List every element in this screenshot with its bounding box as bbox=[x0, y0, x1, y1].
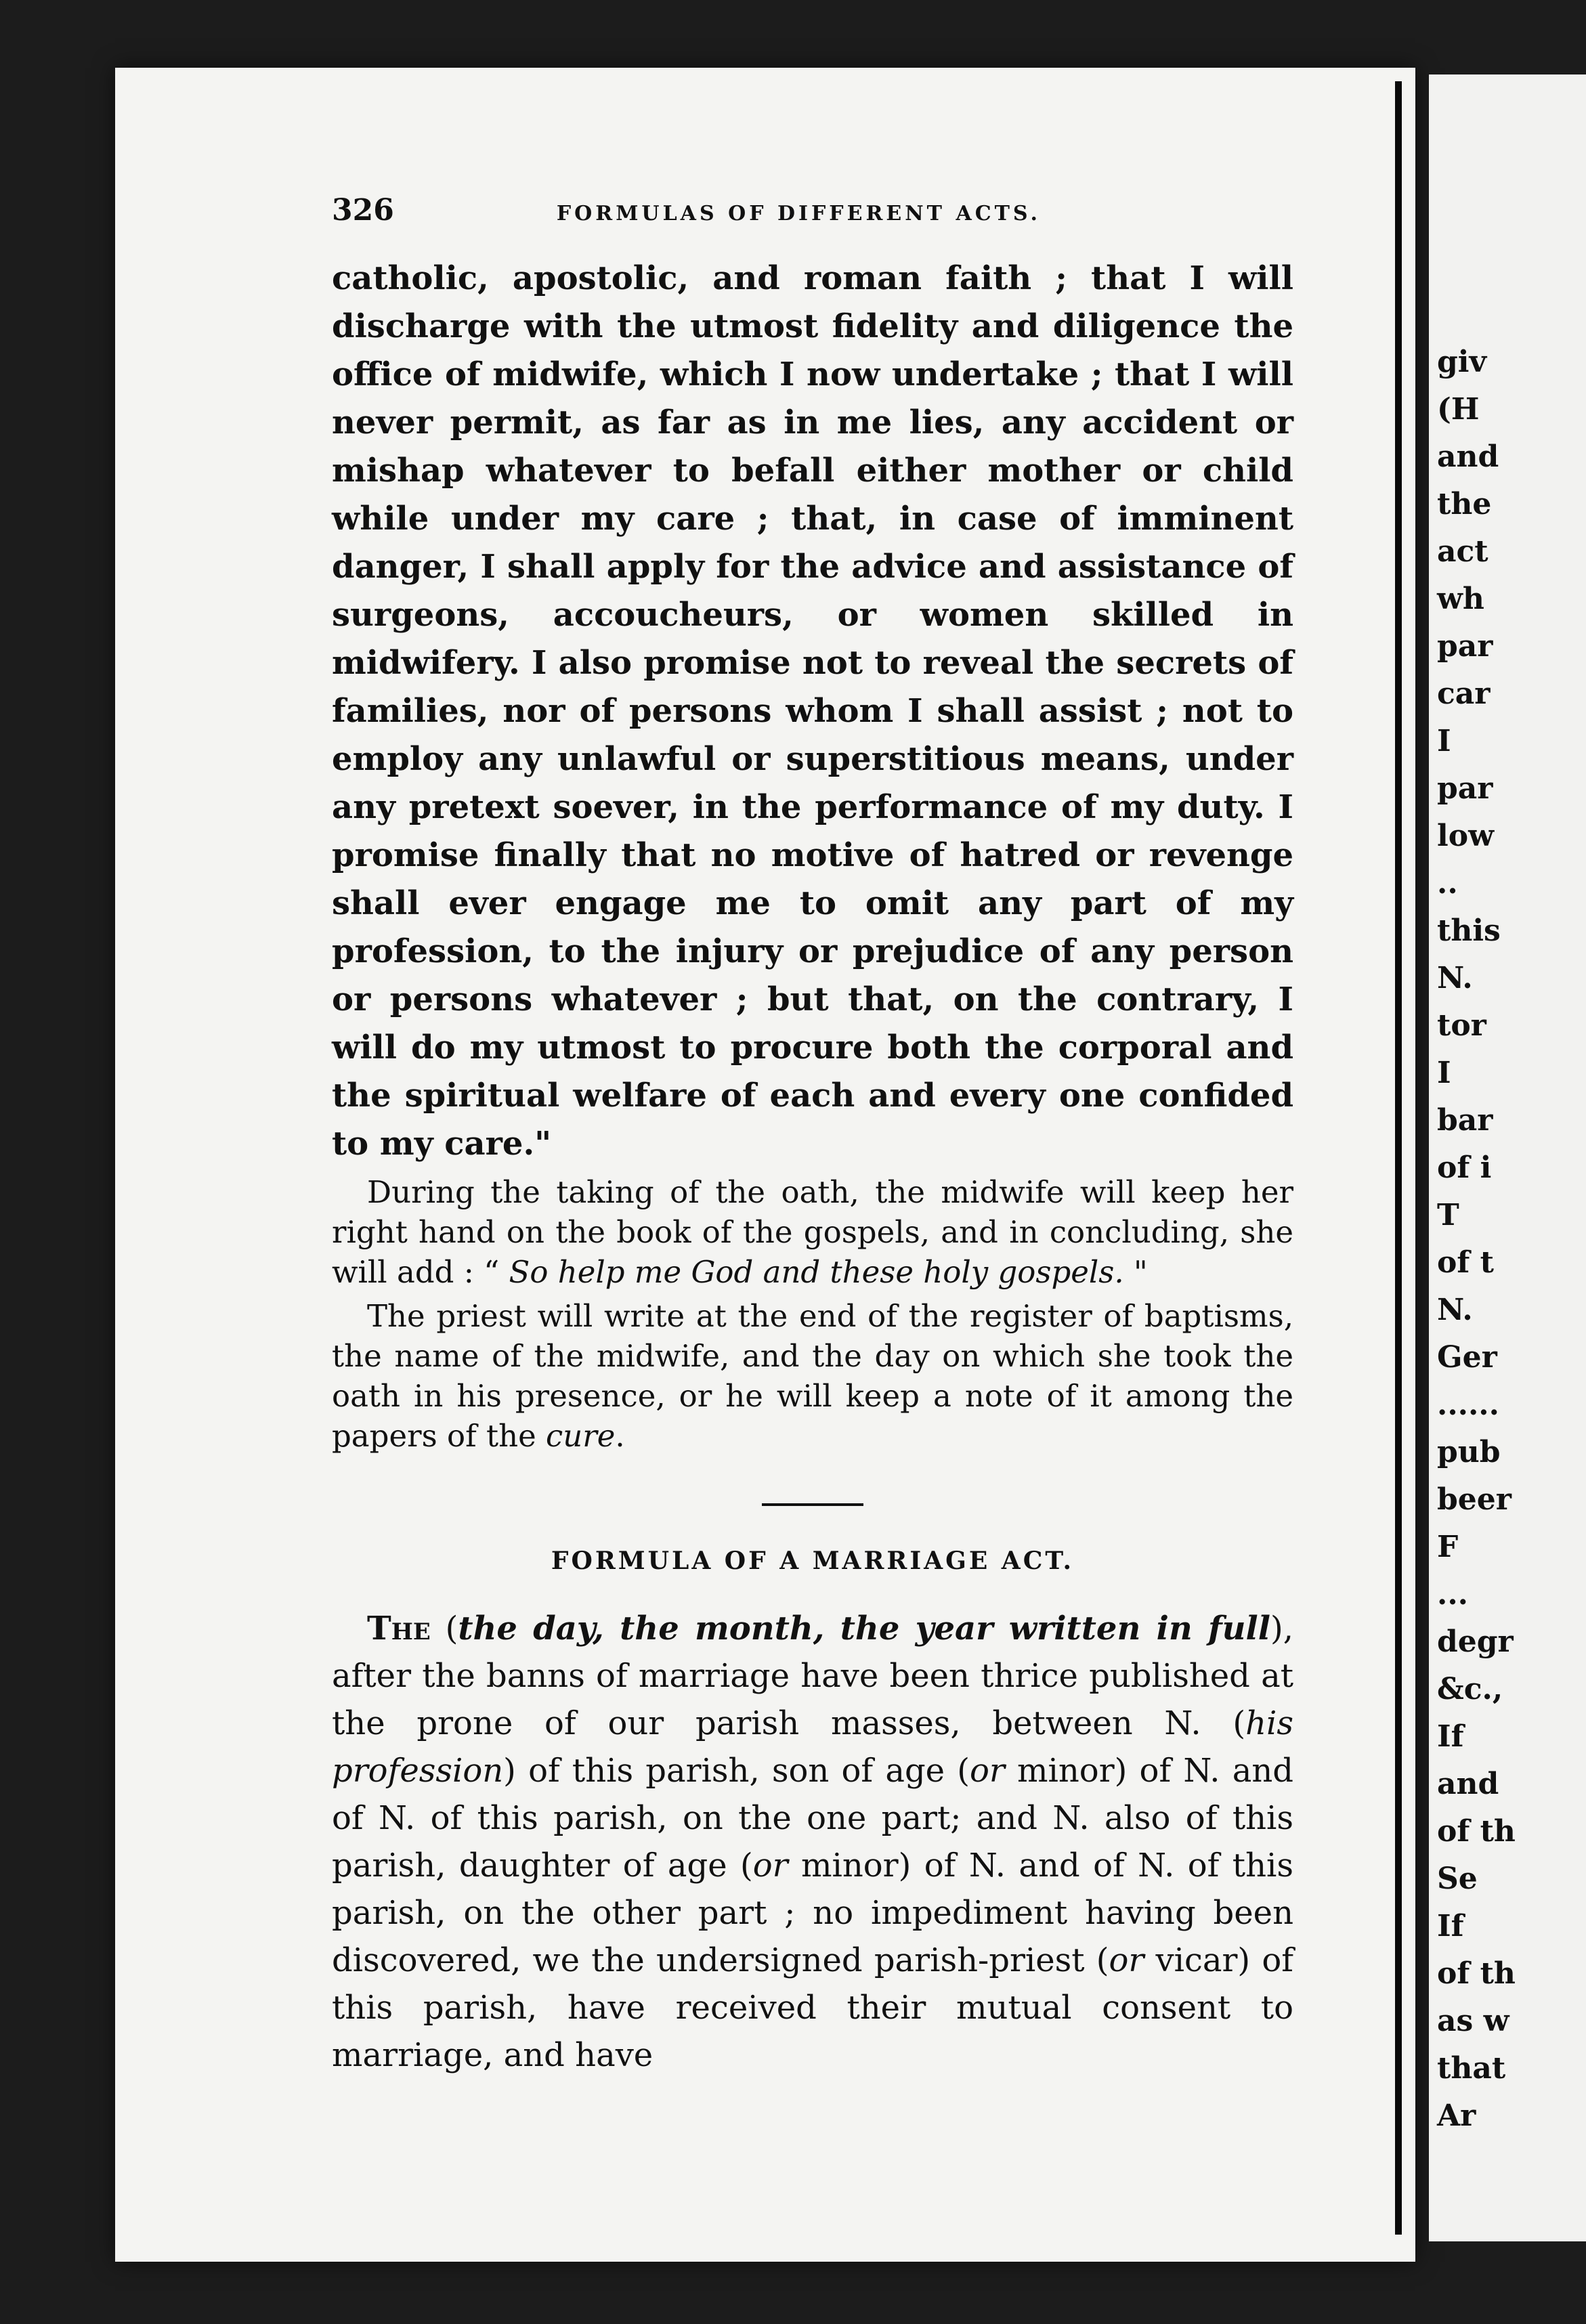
facing-page bbox=[1429, 74, 1586, 2241]
facing-page-line: the bbox=[1437, 487, 1492, 521]
facing-page-line: I bbox=[1437, 1056, 1451, 1090]
facing-page-line: car bbox=[1437, 676, 1491, 711]
marriage-act-part1: ( bbox=[430, 1610, 458, 1648]
facing-page-line: of th bbox=[1437, 1956, 1516, 1991]
running-title: FORMULAS OF DIFFERENT ACTS. bbox=[556, 202, 1041, 225]
facing-page-line: par bbox=[1437, 629, 1493, 664]
running-head bbox=[332, 193, 1293, 228]
facing-page-line: N. bbox=[1437, 1293, 1473, 1327]
facing-page-line: and bbox=[1437, 439, 1499, 474]
facing-page-line: F bbox=[1437, 1530, 1459, 1564]
facing-page-line: bar bbox=[1437, 1103, 1493, 1138]
facing-page-line: and bbox=[1437, 1767, 1499, 1801]
facing-page-line: that bbox=[1437, 2051, 1506, 2086]
facing-page-text bbox=[1429, 339, 1516, 2140]
facing-page-line: of t bbox=[1437, 1245, 1494, 1280]
oath-instruction-paragraph bbox=[332, 1172, 1293, 1292]
oath-instruction-end: " bbox=[1123, 1254, 1148, 1290]
facing-page-line: of i bbox=[1437, 1150, 1492, 1185]
facing-page-line: pub bbox=[1437, 1435, 1501, 1469]
facing-page-line: tor bbox=[1437, 1008, 1486, 1043]
facing-page-line: wh bbox=[1437, 582, 1484, 616]
facing-page-line: (H bbox=[1437, 392, 1480, 427]
facing-page-line: beer bbox=[1437, 1482, 1512, 1517]
facing-page-line: T bbox=[1437, 1198, 1459, 1232]
register-end: . bbox=[615, 1418, 625, 1454]
register-text: The priest will write at the end of the register of baptisms, the name of the midwife, and the day on which she took the oath in his presence, or he will keep a note of it among the papers of the bbox=[332, 1298, 1293, 1454]
page-number: 326 bbox=[332, 193, 394, 228]
section-divider bbox=[762, 1503, 863, 1506]
page-content bbox=[332, 193, 1293, 2079]
page-gutter bbox=[1395, 81, 1402, 2235]
oath-conclusion-italic: So help me God and these holy gospels. bbox=[509, 1254, 1124, 1290]
facing-page-line: low bbox=[1437, 819, 1494, 853]
facing-page-line: &c., bbox=[1437, 1672, 1503, 1706]
facing-page-line: .. bbox=[1437, 866, 1458, 901]
facing-page-line: ...... bbox=[1437, 1387, 1499, 1422]
facing-page-line: of th bbox=[1437, 1814, 1516, 1849]
facing-page-line: N. bbox=[1437, 961, 1473, 995]
marriage-act-italic2: his profession bbox=[332, 1704, 1293, 1790]
facing-page-line: If bbox=[1437, 1909, 1464, 1943]
facing-page-line: par bbox=[1437, 771, 1493, 806]
facing-page-line: I bbox=[1437, 724, 1451, 758]
facing-page-line: giv bbox=[1437, 345, 1487, 379]
marriage-act-italic3: or bbox=[970, 1752, 1005, 1790]
marriage-act-italic5: or bbox=[1109, 1941, 1144, 1979]
facing-page-line: ... bbox=[1437, 1577, 1468, 1612]
facing-page-line: as w bbox=[1437, 2004, 1509, 2038]
marriage-act-part5: minor) of N. and of N. of this parish, on the other part ; no impediment having been discovered, we the undersigned parish-priest ( bbox=[332, 1847, 1293, 1979]
facing-page-line: this bbox=[1437, 913, 1501, 948]
facing-page-line: degr bbox=[1437, 1624, 1514, 1659]
facing-page-line: act bbox=[1437, 534, 1488, 569]
section-title: FORMULA OF A MARRIAGE ACT. bbox=[551, 1547, 1075, 1575]
marriage-act-part6: vicar) of this parish, have received their mutual consent to marriage, and have bbox=[332, 1941, 1294, 2074]
marriage-act-part4: minor) of N. and of N. of this parish, on the one part; and N. also of this parish, daughter of age ( bbox=[332, 1752, 1293, 1885]
marriage-act-paragraph bbox=[332, 1605, 1293, 2079]
cure-italic: cure bbox=[546, 1418, 616, 1454]
marriage-act-part2: ), after the banns of marriage have been thrice published at the prone of our parish masses, between N. ( bbox=[332, 1610, 1294, 1742]
marriage-act-lead: The bbox=[367, 1610, 431, 1648]
facing-page-line: Ger bbox=[1437, 1340, 1497, 1375]
facing-page-line: Ar bbox=[1437, 2099, 1476, 2133]
marriage-act-part3: ) of this parish, son of age ( bbox=[503, 1752, 970, 1790]
marriage-act-italic4: or bbox=[752, 1847, 788, 1885]
oath-paragraph: catholic, apostolic, and roman faith ; that I will discharge with the utmost fidelity and diligence the office of midwife, which I now undertake ; that I will never permit, as far as in me lies, any accident or mishap whatever to befall either mother or child while under my care ; that, in case of imminent danger, I shall apply for the advice and assistance of surgeons, accoucheurs, or women skilled in midwifery. I also promise not to reveal the secrets of families, nor of persons whom I shall assist ; not to employ any unlawful or superstitious means, under any pretext soever, in the performance of my duty. I promise finally that no motive of hatred or revenge shall ever engage me to omit any part of my profession, to the injury or prejudice of any person or persons whatever ; but that, on the contrary, I will do my utmost to procure both the corporal and the spiritual welfare of each and every one confided to my care." bbox=[332, 259, 1293, 1163]
facing-page-line: Se bbox=[1437, 1862, 1478, 1896]
register-paragraph bbox=[332, 1296, 1293, 1456]
oath-instruction-text: During the taking of the oath, the midwife will keep her right hand on the book of the gospels, and in concluding, she will add : “ bbox=[332, 1174, 1293, 1290]
marriage-act-italic1: the day, the month, the year written in full bbox=[458, 1610, 1271, 1648]
facing-page-line: If bbox=[1437, 1719, 1464, 1754]
